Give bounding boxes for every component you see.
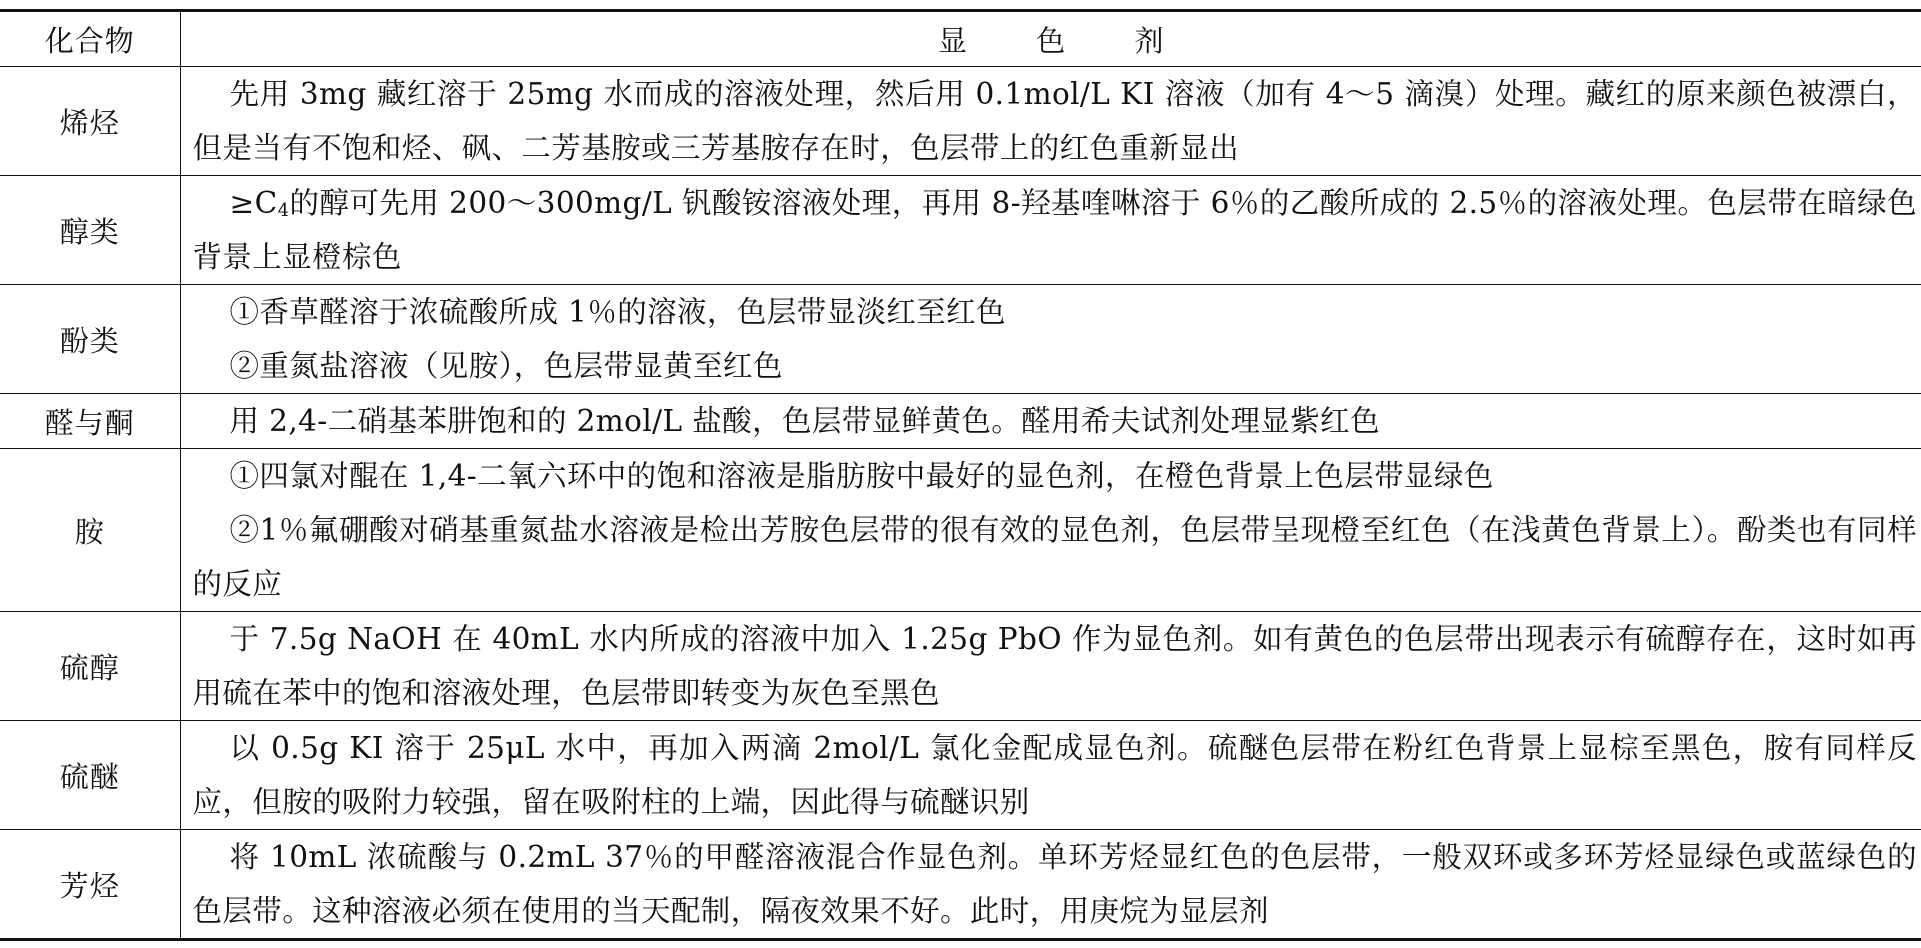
reagent-paragraph: ①四氯对醌在 1,4-二氧六环中的饱和溶液是脂肪胺中最好的显色剂，在橙色背景上色层带显绿色 [229, 459, 1494, 493]
compound-cell: 硫醚 [0, 721, 180, 830]
compound-cell: 醇类 [0, 176, 180, 285]
reagent-paragraph: 于 7.5g NaOH 在 40mL 水内所成的溶液中加入 1.25g PbO 作为显色剂。如有黄色的色层带出现表示有硫醇存在，这时如再用硫在苯中的饱和溶液处理，色层带即转变为灰色至黑色 [192, 622, 1917, 710]
reagent-description-cell [180, 830, 1921, 940]
reagent-paragraph: 用 2,4-二硝基苯肼饱和的 2mol/L 盐酸，色层带显鲜黄色。醛用希夫试剂处理显紫红色 [229, 404, 1380, 438]
reagent-description-cell [180, 285, 1921, 394]
compound-cell: 酚类 [0, 285, 180, 394]
table-header-row [0, 11, 1921, 67]
table-row [0, 176, 1921, 285]
table-row [0, 285, 1921, 394]
reagent-table [0, 9, 1921, 941]
header-compound: 化合物 [0, 11, 180, 67]
reagent-paragraph: 以 0.5g KI 溶于 25μL 水中，再加入两滴 2mol/L 氯化金配成显色剂。硫醚色层带在粉红色背景上显棕至黑色，胺有同样反应，但胺的吸附力较强，留在吸附柱的上端，因此得与硫醚识别 [192, 731, 1917, 819]
reagent-description-cell [180, 67, 1921, 176]
reagent-description-cell [180, 612, 1921, 721]
reagent-paragraph: ②重氮盐溶液（见胺），色层带显黄至红色 [229, 349, 783, 383]
formula-subscript: 4 [277, 200, 290, 221]
reagent-paragraph: ①香草醛溶于浓硫酸所成 1％的溶液，色层带显淡红至红色 [229, 295, 1006, 329]
reagent-paragraph [193, 176, 1918, 284]
header-reagent-label: 显 色 剂 [938, 23, 1194, 58]
table-row [0, 612, 1921, 721]
table-row [0, 830, 1921, 940]
table-row [0, 721, 1921, 830]
reagent-description-cell [180, 721, 1921, 830]
compound-cell: 胺 [0, 449, 180, 612]
compound-cell: 芳烃 [0, 830, 180, 940]
compound-cell: 烯烃 [0, 67, 180, 176]
table-body [0, 67, 1921, 940]
compound-cell: 醛与酮 [0, 394, 180, 449]
table-row [0, 449, 1921, 612]
compound-cell: 硫醇 [0, 612, 180, 721]
reagent-paragraph: 将 10mL 浓硫酸与 0.2mL 37％的甲醛溶液混合作显色剂。单环芳烃显红色的色层带，一般双环或多环芳烃显绿色或蓝绿色的色层带。这种溶液必须在使用的当天配制，隔夜效果不好。此时，用庚烷为显层剂 [192, 840, 1917, 928]
reagent-paragraph: ②1％氟硼酸对硝基重氮盐水溶液是检出芳胺色层带的很有效的显色剂，色层带呈现橙至红色（在浅黄色背景上）。酚类也有同样的反应 [192, 513, 1917, 601]
table-row [0, 67, 1921, 176]
reagent-description-cell [180, 449, 1921, 612]
reagent-description-cell [180, 394, 1921, 449]
header-reagent [180, 11, 1921, 67]
reagent-description-cell [180, 176, 1921, 285]
formula-lead: ≥C [229, 186, 278, 220]
table-row [0, 394, 1921, 449]
reagent-paragraph-text: 的醇可先用 200～300mg/L 钒酸铵溶液处理，再用 8-羟基喹啉溶于 6％的乙酸所成的 2.5％的溶液处理。色层带在暗绿色背景上显橙棕色 [192, 186, 1917, 274]
reagent-paragraph: 先用 3mg 藏红溶于 25mg 水而成的溶液处理，然后用 0.1mol/L KI 溶液（加有 4～5 滴溴）处理。藏红的原来颜色被漂白，但是当有不饱和烃、砜、二芳基胺或三芳基胺存在时，色层带上的红色重新显出 [192, 77, 1917, 165]
